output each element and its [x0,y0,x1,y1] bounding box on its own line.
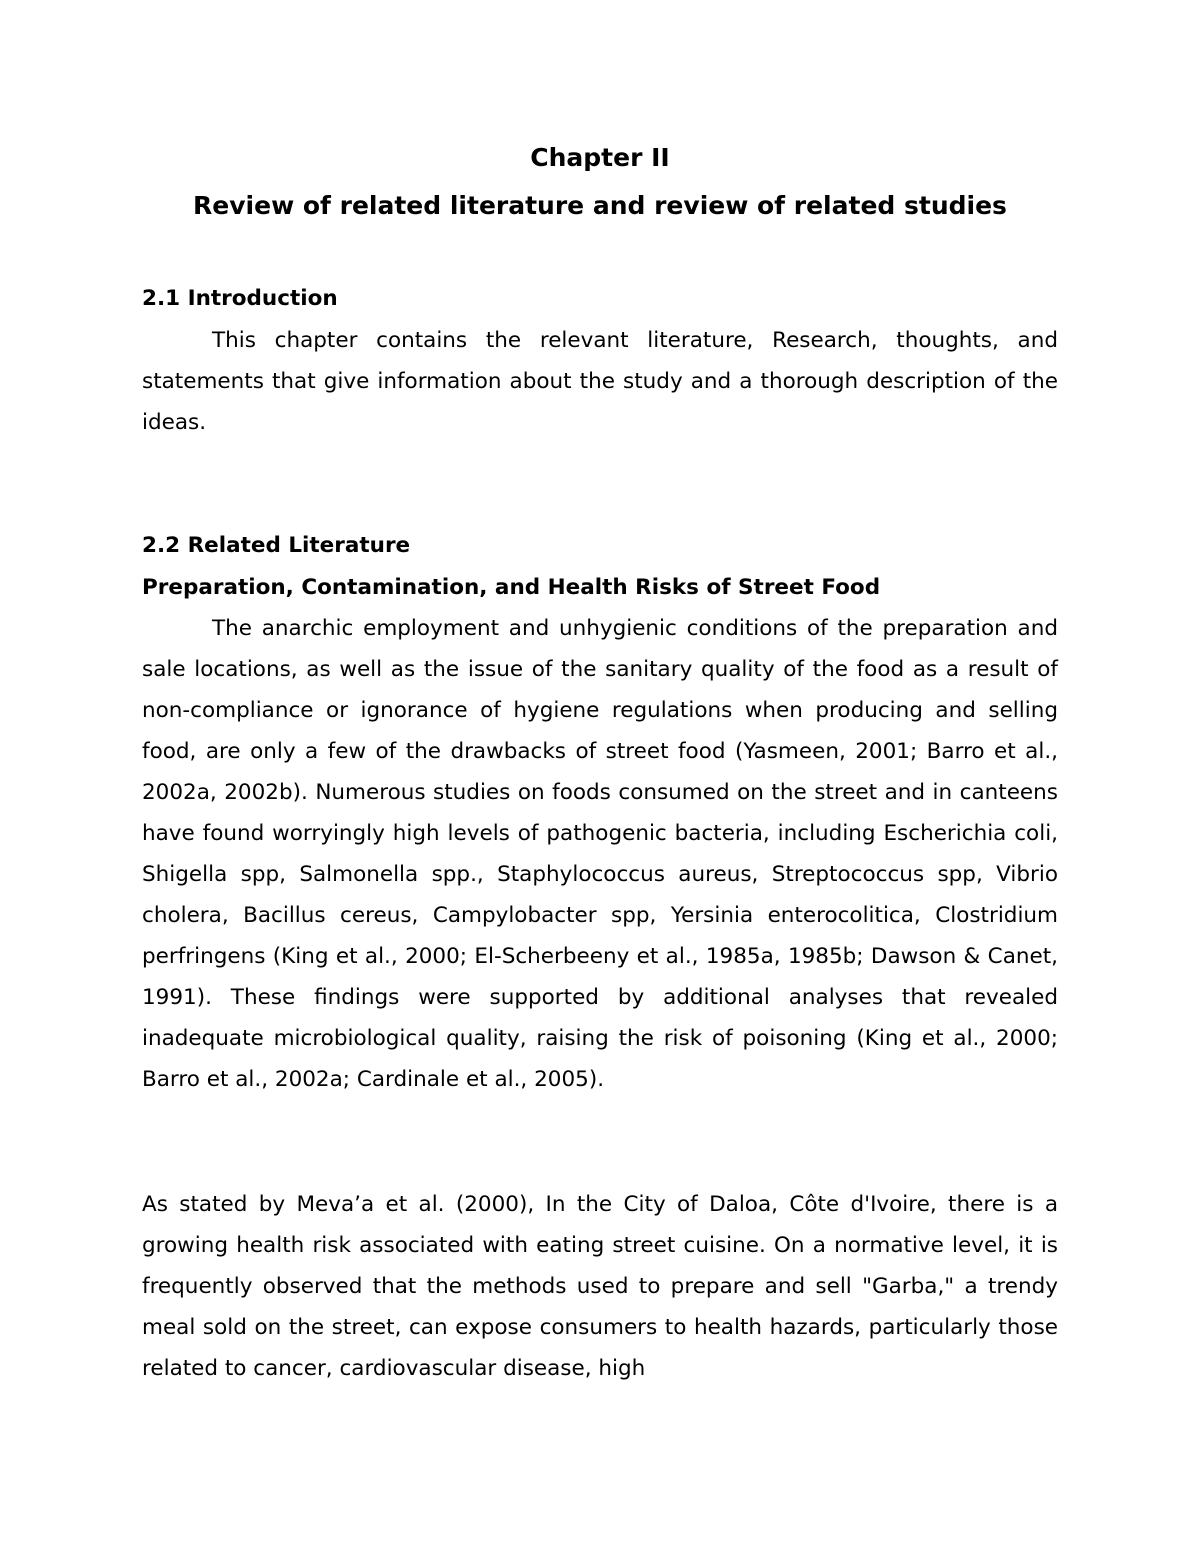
related-literature-paragraph-1: The anarchic employment and unhygienic conditions of the preparation and sale locations, as well as the issue of the sanitary quality of the food as a result of non-compliance or ignorance of hygiene regulations when producing and selling food, are only a few of the drawbacks of street food (Yasmeen, 2001; Barro et al., 2002a, 2002b). Numerous studies on foods consumed on the street and in canteens have found worryingly high levels of pathogenic bacteria, including Escherichia coli, Shigella spp, Salmonella spp., Staphylococcus aureus, Streptococcus spp, Vibrio cholera, Bacillus cereus, Campylobacter spp, Yersinia enterocolitica, Clostridium perfringens (King et al., 2000; El-Scherbeeny et al., 1985a, 1985b; Dawson & Canet, 1991). These findings were supported by additional analyses that revealed inadequate microbiological quality, raising the risk of poisoning (King et al., 2000; Barro et al., 2002a; Cardinale et al., 2005). [142,616,1058,1092]
section-heading-related-literature: 2.2 Related Literature [142,533,411,558]
chapter-title: Chapter II [530,143,670,172]
section-heading-introduction: 2.1 Introduction [142,286,338,311]
subheading-street-food: Preparation, Contamination, and Health Risks of Street Food [142,575,881,600]
related-literature-paragraph-2: As stated by Meva’a et al. (2000), In the City of Daloa, Côte d'Ivoire, there is a growing health risk associated with eating street cuisine. On a normative level, it is frequently observed that the methods used to prepare and sell "Garba," a trendy meal sold on the street, can expose consumers to health hazards, particularly those related to cancer, cardiovascular disease, high [142,1192,1058,1381]
chapter-subtitle: Review of related literature and review of related studies [193,191,1007,220]
introduction-paragraph: This chapter contains the relevant literature, Research, thoughts, and statements that give information about the study and a thorough description of the ideas. [142,328,1058,435]
